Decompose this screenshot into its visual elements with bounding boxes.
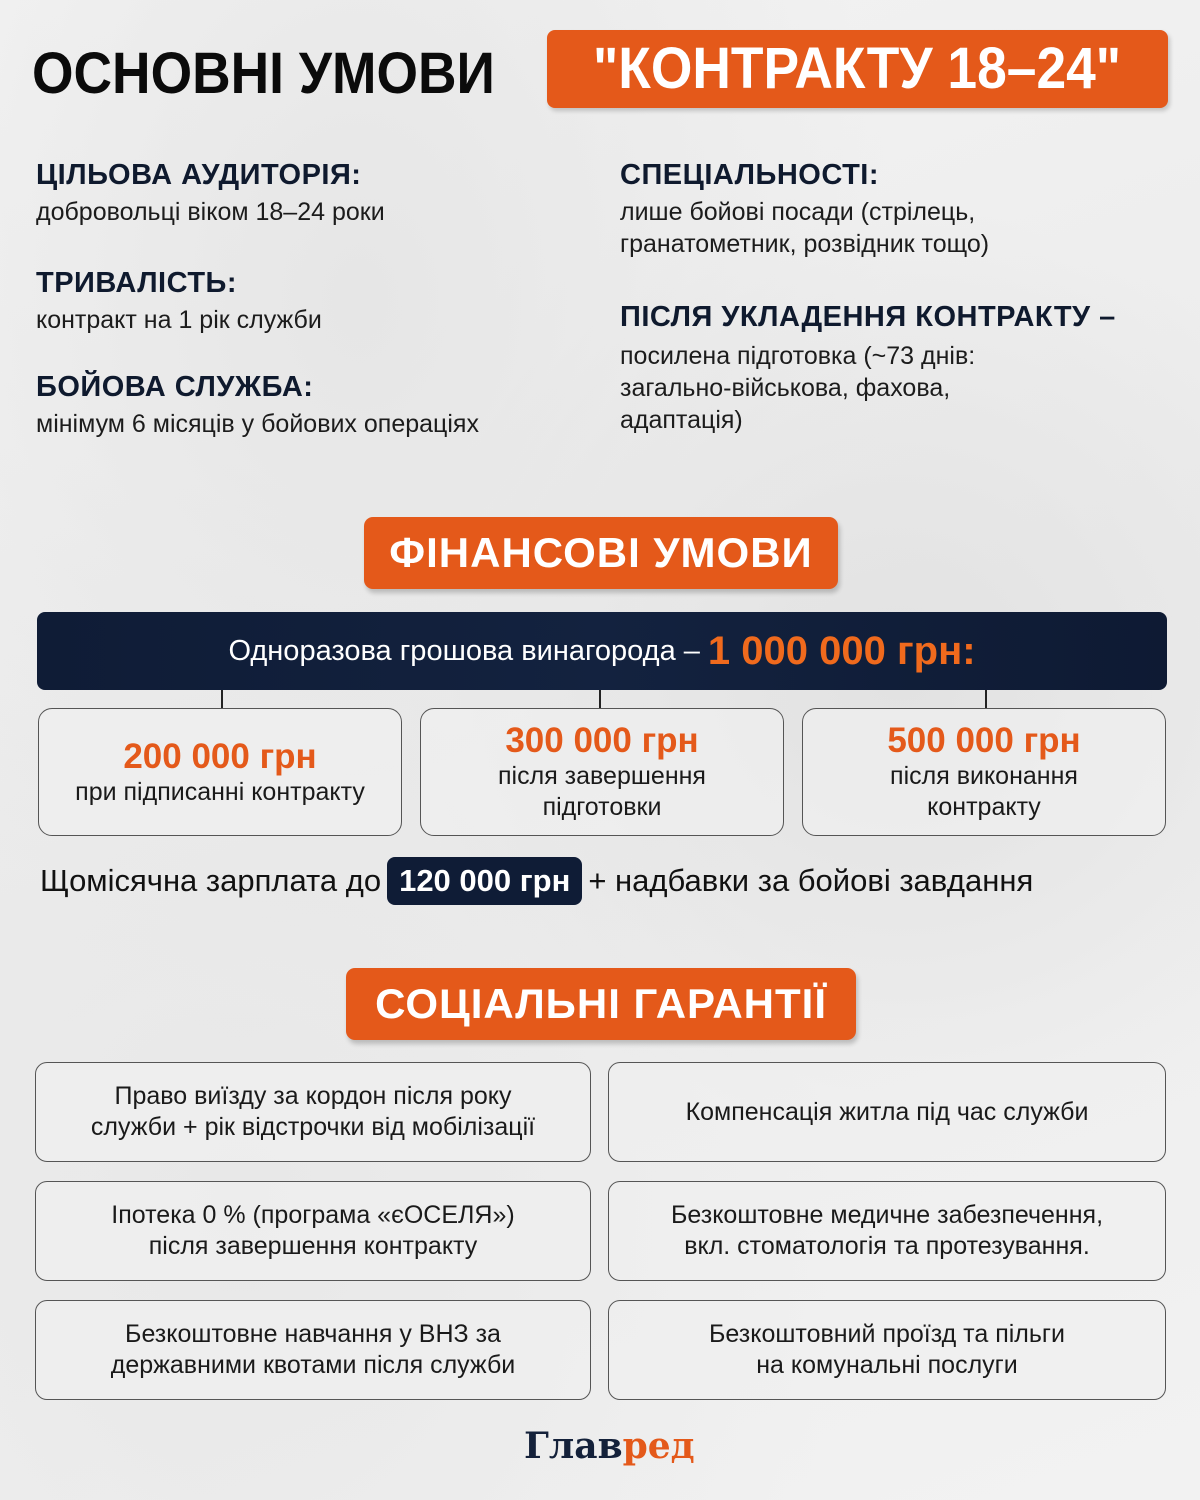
condition-body-line: лише бойові посади (стрілець, [620, 198, 976, 226]
section-title-social: СОЦІАЛЬНІ ГАРАНТІЇ [346, 968, 856, 1040]
payment-amount: 200 000 грн [123, 736, 317, 776]
section-title-financial: ФІНАНСОВІ УМОВИ [364, 517, 838, 589]
payment-desc: підготовки [542, 793, 662, 821]
guarantee-line: Безкоштовний проїзд та пільги [709, 1320, 1065, 1348]
lump-sum-banner [37, 612, 1167, 690]
guarantee-line: після завершення контракту [148, 1232, 478, 1260]
guarantee-line: Компенсація житла під час служби [685, 1097, 1089, 1126]
guarantee-card-housing [608, 1062, 1166, 1162]
logo-part-1: Глав [524, 1425, 623, 1467]
title-highlight-badge [547, 30, 1168, 108]
guarantee-card-medical [608, 1181, 1166, 1281]
payment-amount: 300 000 грн [505, 721, 699, 760]
condition-heading: ТРИВАЛІСТЬ: [36, 267, 238, 299]
guarantee-line: на комунальні послуги [756, 1351, 1018, 1379]
condition-after-contract [620, 300, 1116, 436]
salary-prefix: Щомісячна зарплата до [40, 863, 382, 898]
payment-desc: після виконання [890, 762, 1078, 790]
condition-body-line: посилена підготовка (~73 днів: [620, 342, 976, 370]
condition-body-line: загально-військова, фахова, [620, 374, 951, 402]
guarantee-card-travel-abroad [35, 1062, 591, 1162]
guarantee-line: Безкоштовне медичне забезпечення, [670, 1201, 1104, 1229]
title-highlight-text: "КОНТРАКТУ 18–24" [593, 36, 1122, 101]
salary-amount-chip: 120 000 грн [387, 857, 582, 905]
connector-line [221, 690, 223, 708]
payment-card-signing [38, 708, 402, 836]
lump-sum-amount: 1 000 000 грн: [707, 628, 976, 673]
condition-heading: ПІСЛЯ УКЛАДЕННЯ КОНТРАКТУ – [620, 301, 1116, 333]
salary-suffix: + надбавки за бойові завдання [588, 863, 1034, 898]
guarantee-line: Право виїзду за кордон після року [114, 1082, 512, 1110]
guarantee-line: вкл. стоматологія та протезування. [684, 1232, 1090, 1260]
condition-body: контракт на 1 рік служби [36, 306, 322, 334]
condition-target-audience [36, 158, 385, 228]
condition-body-line: адаптація) [620, 406, 743, 434]
payment-amount: 500 000 грн [887, 721, 1081, 760]
guarantee-line: Іпотека 0 % (програма «єОСЕЛЯ») [111, 1201, 515, 1229]
condition-body: добровольці віком 18–24 роки [36, 198, 385, 226]
condition-combat-service [36, 370, 479, 440]
condition-specialties [620, 158, 989, 260]
guarantee-card-mortgage [35, 1181, 591, 1281]
guarantee-line: служби + рік відстрочки від мобілізації [90, 1113, 536, 1141]
guarantee-line: Безкоштовне навчання у ВНЗ за [125, 1320, 501, 1348]
logo-part-2: ред [622, 1425, 695, 1467]
page-title: ОСНОВНІ УМОВИ [32, 41, 495, 106]
connector-line [599, 690, 601, 708]
condition-heading: БОЙОВА СЛУЖБА: [36, 371, 314, 403]
payment-desc: при підписанні контракту [75, 777, 365, 806]
guarantee-card-transport [608, 1300, 1166, 1400]
condition-duration [36, 266, 322, 336]
monthly-salary [40, 856, 1033, 906]
condition-body: мінімум 6 місяців у бойових операціях [36, 410, 479, 438]
payment-card-completion [802, 708, 1166, 836]
connector-line [985, 690, 987, 708]
condition-body-line: гранатометник, розвідник тощо) [620, 230, 990, 258]
guarantee-card-education [35, 1300, 591, 1400]
guarantee-line: державними квотами після служби [110, 1351, 516, 1379]
payment-desc: контракту [927, 793, 1041, 821]
condition-heading: СПЕЦІАЛЬНОСТІ: [620, 159, 880, 191]
glavred-logo [524, 1424, 695, 1468]
condition-heading: ЦІЛЬОВА АУДИТОРІЯ: [36, 159, 362, 191]
lump-sum-label: Одноразова грошова винагорода – [228, 634, 700, 667]
payment-card-training [420, 708, 784, 836]
payment-desc: після завершення [498, 762, 706, 790]
